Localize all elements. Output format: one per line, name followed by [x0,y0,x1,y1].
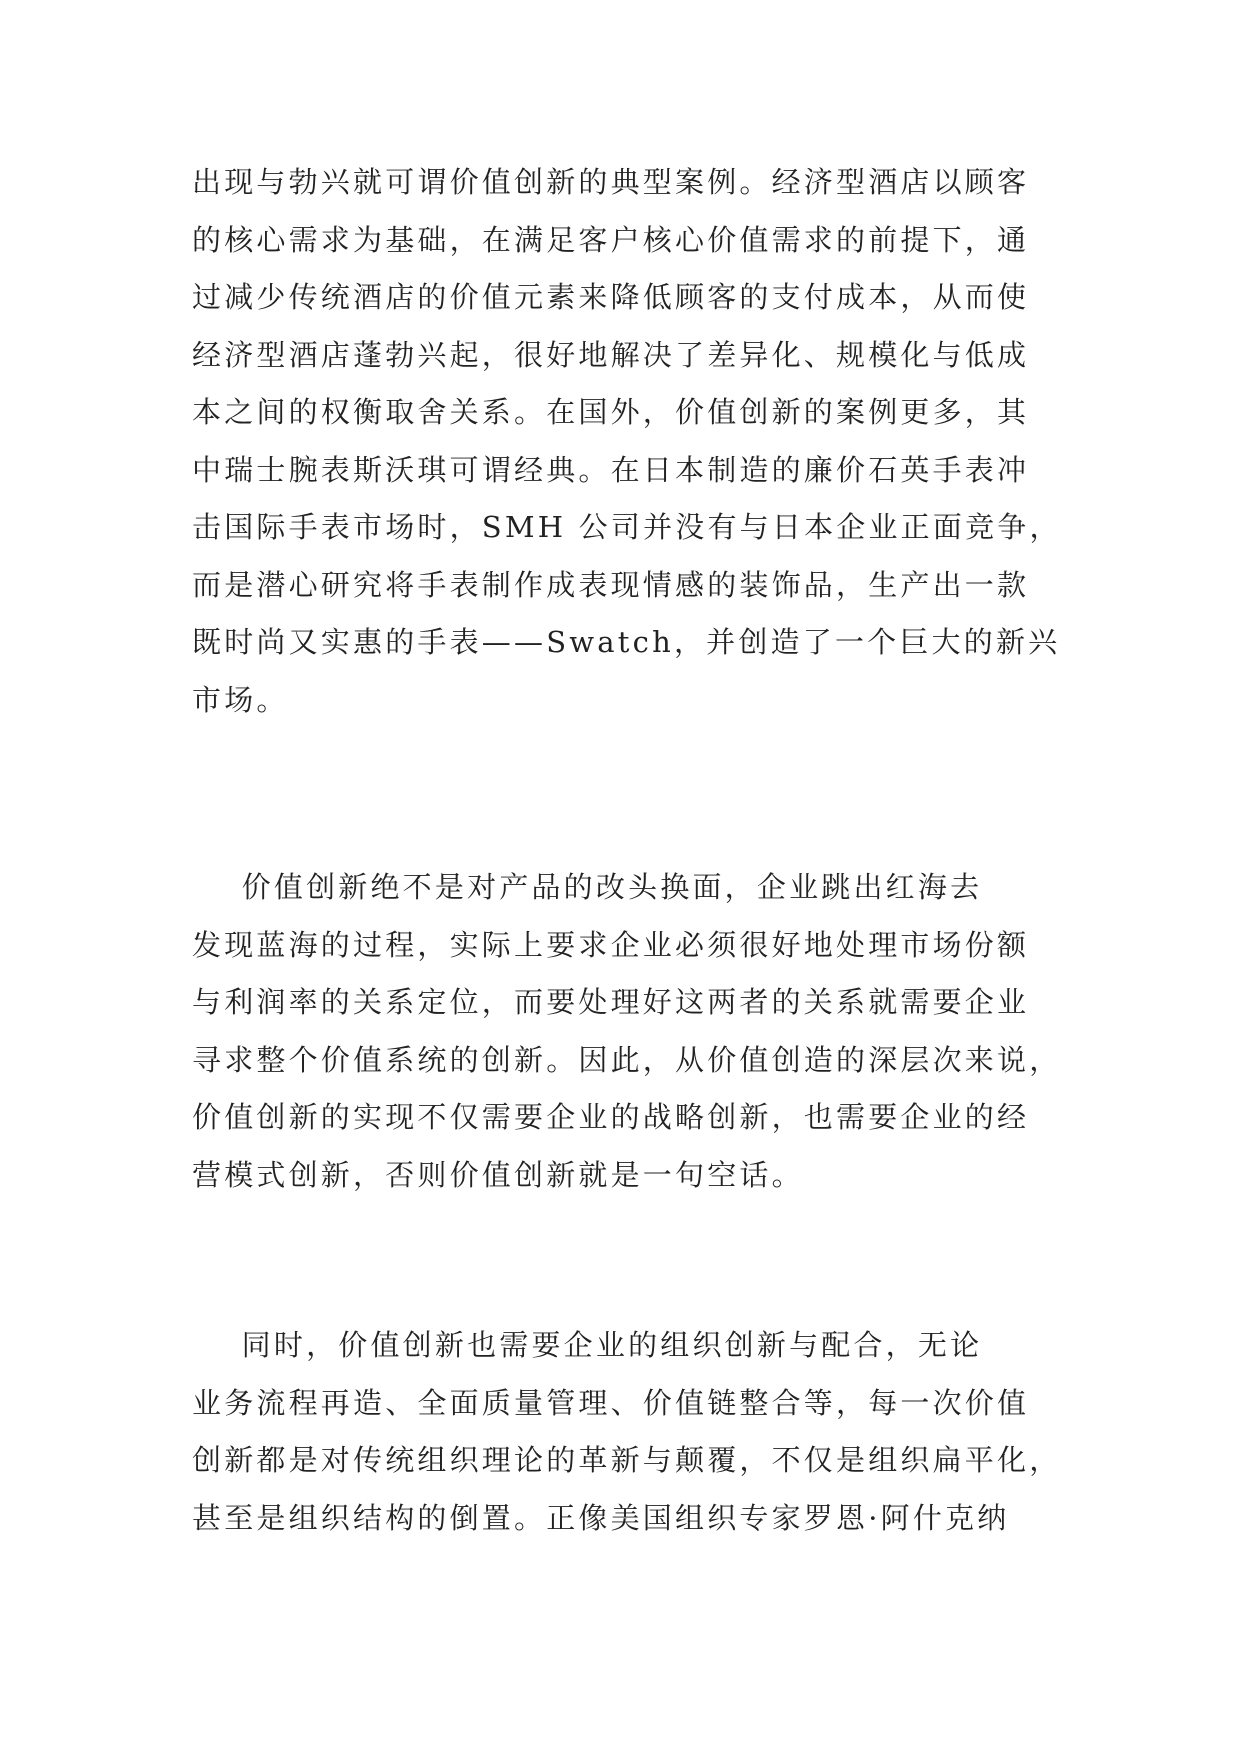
text-line: 的核心需求为基础，在满足客户核心价值需求的前提下，通 [192,222,1030,257]
text-line: 营模式创新，否则价值创新就是一句空话。 [192,1157,804,1192]
text-line: 击国际手表市场时，SMH 公司并没有与日本企业正面竞争， [192,510,1062,544]
text-line: 价值创新绝不是对产品的改头换面，企业跳出红海去 [192,870,983,904]
paragraph-1 [192,154,1062,729]
text-line: 中瑞士腕表斯沃琪可谓经典。在日本制造的廉价石英手表冲 [192,452,1030,487]
text-line: 发现蓝海的过程，实际上要求企业必须很好地处理市场份额 [192,927,1030,962]
text-line: 寻求整个价值系统的创新。因此，从价值创造的深层次来说， [192,1042,1062,1077]
text-line: 过减少传统酒店的价值元素来降低顾客的支付成本，从而使 [192,280,1030,314]
text-line: 同时，价值创新也需要企业的组织创新与配合，无论 [192,1328,983,1362]
text-line: 业务流程再造、全面质量管理、价值链整合等，每一次价值 [192,1385,1030,1420]
text-line: 甚至是组织结构的倒置。正像美国组织专家罗恩·阿什克纳 [192,1500,1010,1535]
text-line: 价值创新的实现不仅需要企业的战略创新，也需要企业的经 [192,1100,1030,1134]
paragraph-2 [192,859,1062,1204]
text-line: 市场。 [192,682,289,717]
text-line: 与利润率的关系定位，而要处理好这两者的关系就需要企业 [192,985,1030,1019]
text-line: 经济型酒店蓬勃兴起，很好地解决了差异化、规模化与低成 [192,337,1030,372]
text-line: 而是潜心研究将手表制作成表现情感的装饰品，生产出一款 [192,567,1030,602]
text-line: 创新都是对传统组织理论的革新与颠覆，不仅是组织扁平化， [192,1443,1062,1477]
text-line: 本之间的权衡取舍关系。在国外，价值创新的案例更多，其 [192,395,1030,429]
text-line: 出现与勃兴就可谓价值创新的典型案例。经济型酒店以顾客 [192,165,1030,199]
text-line: 既时尚又实惠的手表——Swatch，并创造了一个巨大的新兴 [192,625,1061,659]
paragraph-3 [192,1317,1062,1547]
